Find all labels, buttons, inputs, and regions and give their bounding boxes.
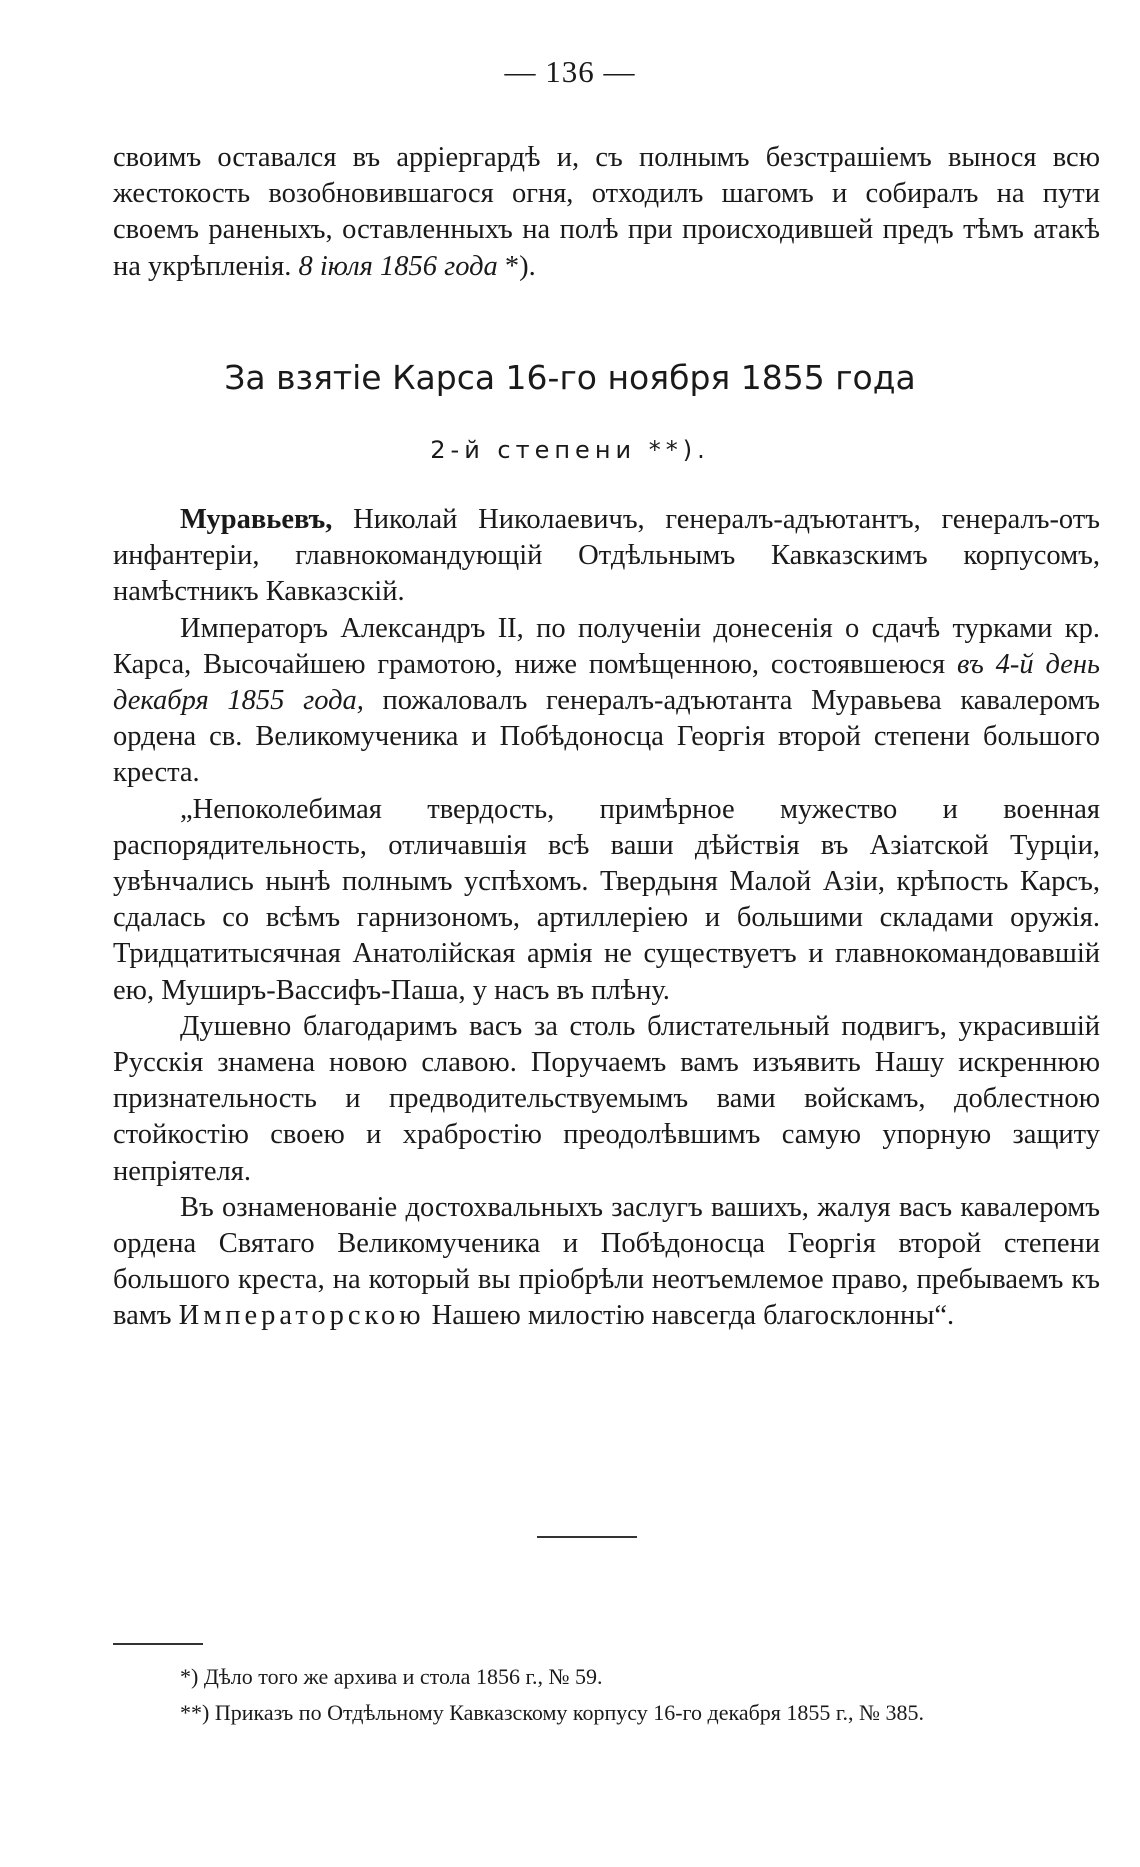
paragraph-1 <box>113 502 1100 611</box>
paragraph-5 <box>113 1190 1100 1335</box>
section-divider <box>537 1536 637 1538</box>
section-heading: За взятіе Карса 16-го ноября 1855 года <box>224 358 916 397</box>
paragraph-5-spaced: Императорскою <box>178 1300 425 1332</box>
footnote-1: *) Дѣло того же архива и стола 1856 г., № 59. <box>180 1664 603 1689</box>
paragraph-5-after: Нашею милостію навсегда благосклонны“. <box>431 1300 955 1332</box>
section-subheading: 2-й степени **). <box>430 436 710 464</box>
paragraph-2-date: въ 4-й день декабря 1855 года, <box>113 648 1101 717</box>
page-number: — 136 — <box>504 54 636 89</box>
first-paragraph <box>113 140 1100 285</box>
first-paragraph-note: *). <box>504 250 536 282</box>
paragraph-4: Душевно благодаримъ васъ за столь блистательный подвигъ, украсившій Русскія знамена новою славою. Поручаемъ вамъ изъявить Нашу искреннюю признательность и предводительствуемымъ вами войскамъ, доблестною стойкостію своею и храбростію преодолѣвшимъ самую упорную защиту непріятеля. <box>113 1010 1100 1187</box>
first-paragraph-text: своимъ оставался въ арріергардѣ и, съ полнымъ безстрашіемъ вынося всю жестокость возобновившагося огня, отходилъ шагомъ и собиралъ на пути своемъ раненыхъ, оставленныхъ на полѣ при происходившей предъ тѣмъ атакѣ на укрѣпленія. <box>113 142 1100 282</box>
paragraph-2-before: Императоръ Александръ II, по полученіи донесенія о сдачѣ турками кр. Карса, Высочайшею грамотою, ниже помѣщенною, состоявшеюся <box>113 612 1100 680</box>
paragraph-2-after: пожаловалъ генералъ-адъютанта Муравьева кавалеромъ ордена св. Великомученика и Побѣдоносца Георгія второй степени большого креста. <box>113 685 1101 789</box>
footnotes <box>113 1659 1100 1731</box>
paragraph-3: „Непоколебимая твердость, примѣрное мужество и военная распорядительность, отличавшія всѣ ваши дѣйствія въ Азіатской Турціи, увѣнчались нынѣ полнымъ успѣхомъ. Твердыня Малой Азіи, крѣпость Карсъ, сдалась со всѣмъ гарнизономъ, артиллеріею и большими складами оружія. Тридцатитысячная Анатолійская армія не существуетъ и главнокомандовавшій ею, Муширъ-Вассифъ-Паша, у насъ въ плѣну. <box>113 793 1100 1006</box>
main-text <box>113 502 1100 1335</box>
paragraph-2 <box>113 611 1100 792</box>
footnote-2: **) Приказъ по Отдѣльному Кавказскому корпусу 16-го декабря 1855 г., № 385. <box>180 1700 924 1725</box>
paragraph-5-before: Въ ознаменованіе достохвальныхъ заслугъ вашихъ, жалуя васъ кавалеромъ ордена Святаго Великомученика и Побѣдоносца Георгія второй степени большого креста, на который вы пріобрѣли неотъемлемое право, пребываемъ къ вамъ <box>113 1191 1100 1332</box>
paragraph-1-text: Николай Николаевичъ, генералъ-адъютантъ, генералъ-отъ инфантеріи, главнокомандующій Отдѣльнымъ Кавказскимъ корпусомъ, намѣстникъ Кавказскій. <box>113 504 1100 608</box>
person-name: Муравьевъ, <box>180 504 333 535</box>
footnote-divider <box>113 1643 203 1645</box>
first-paragraph-date: 8 іюля 1856 года <box>298 250 498 282</box>
